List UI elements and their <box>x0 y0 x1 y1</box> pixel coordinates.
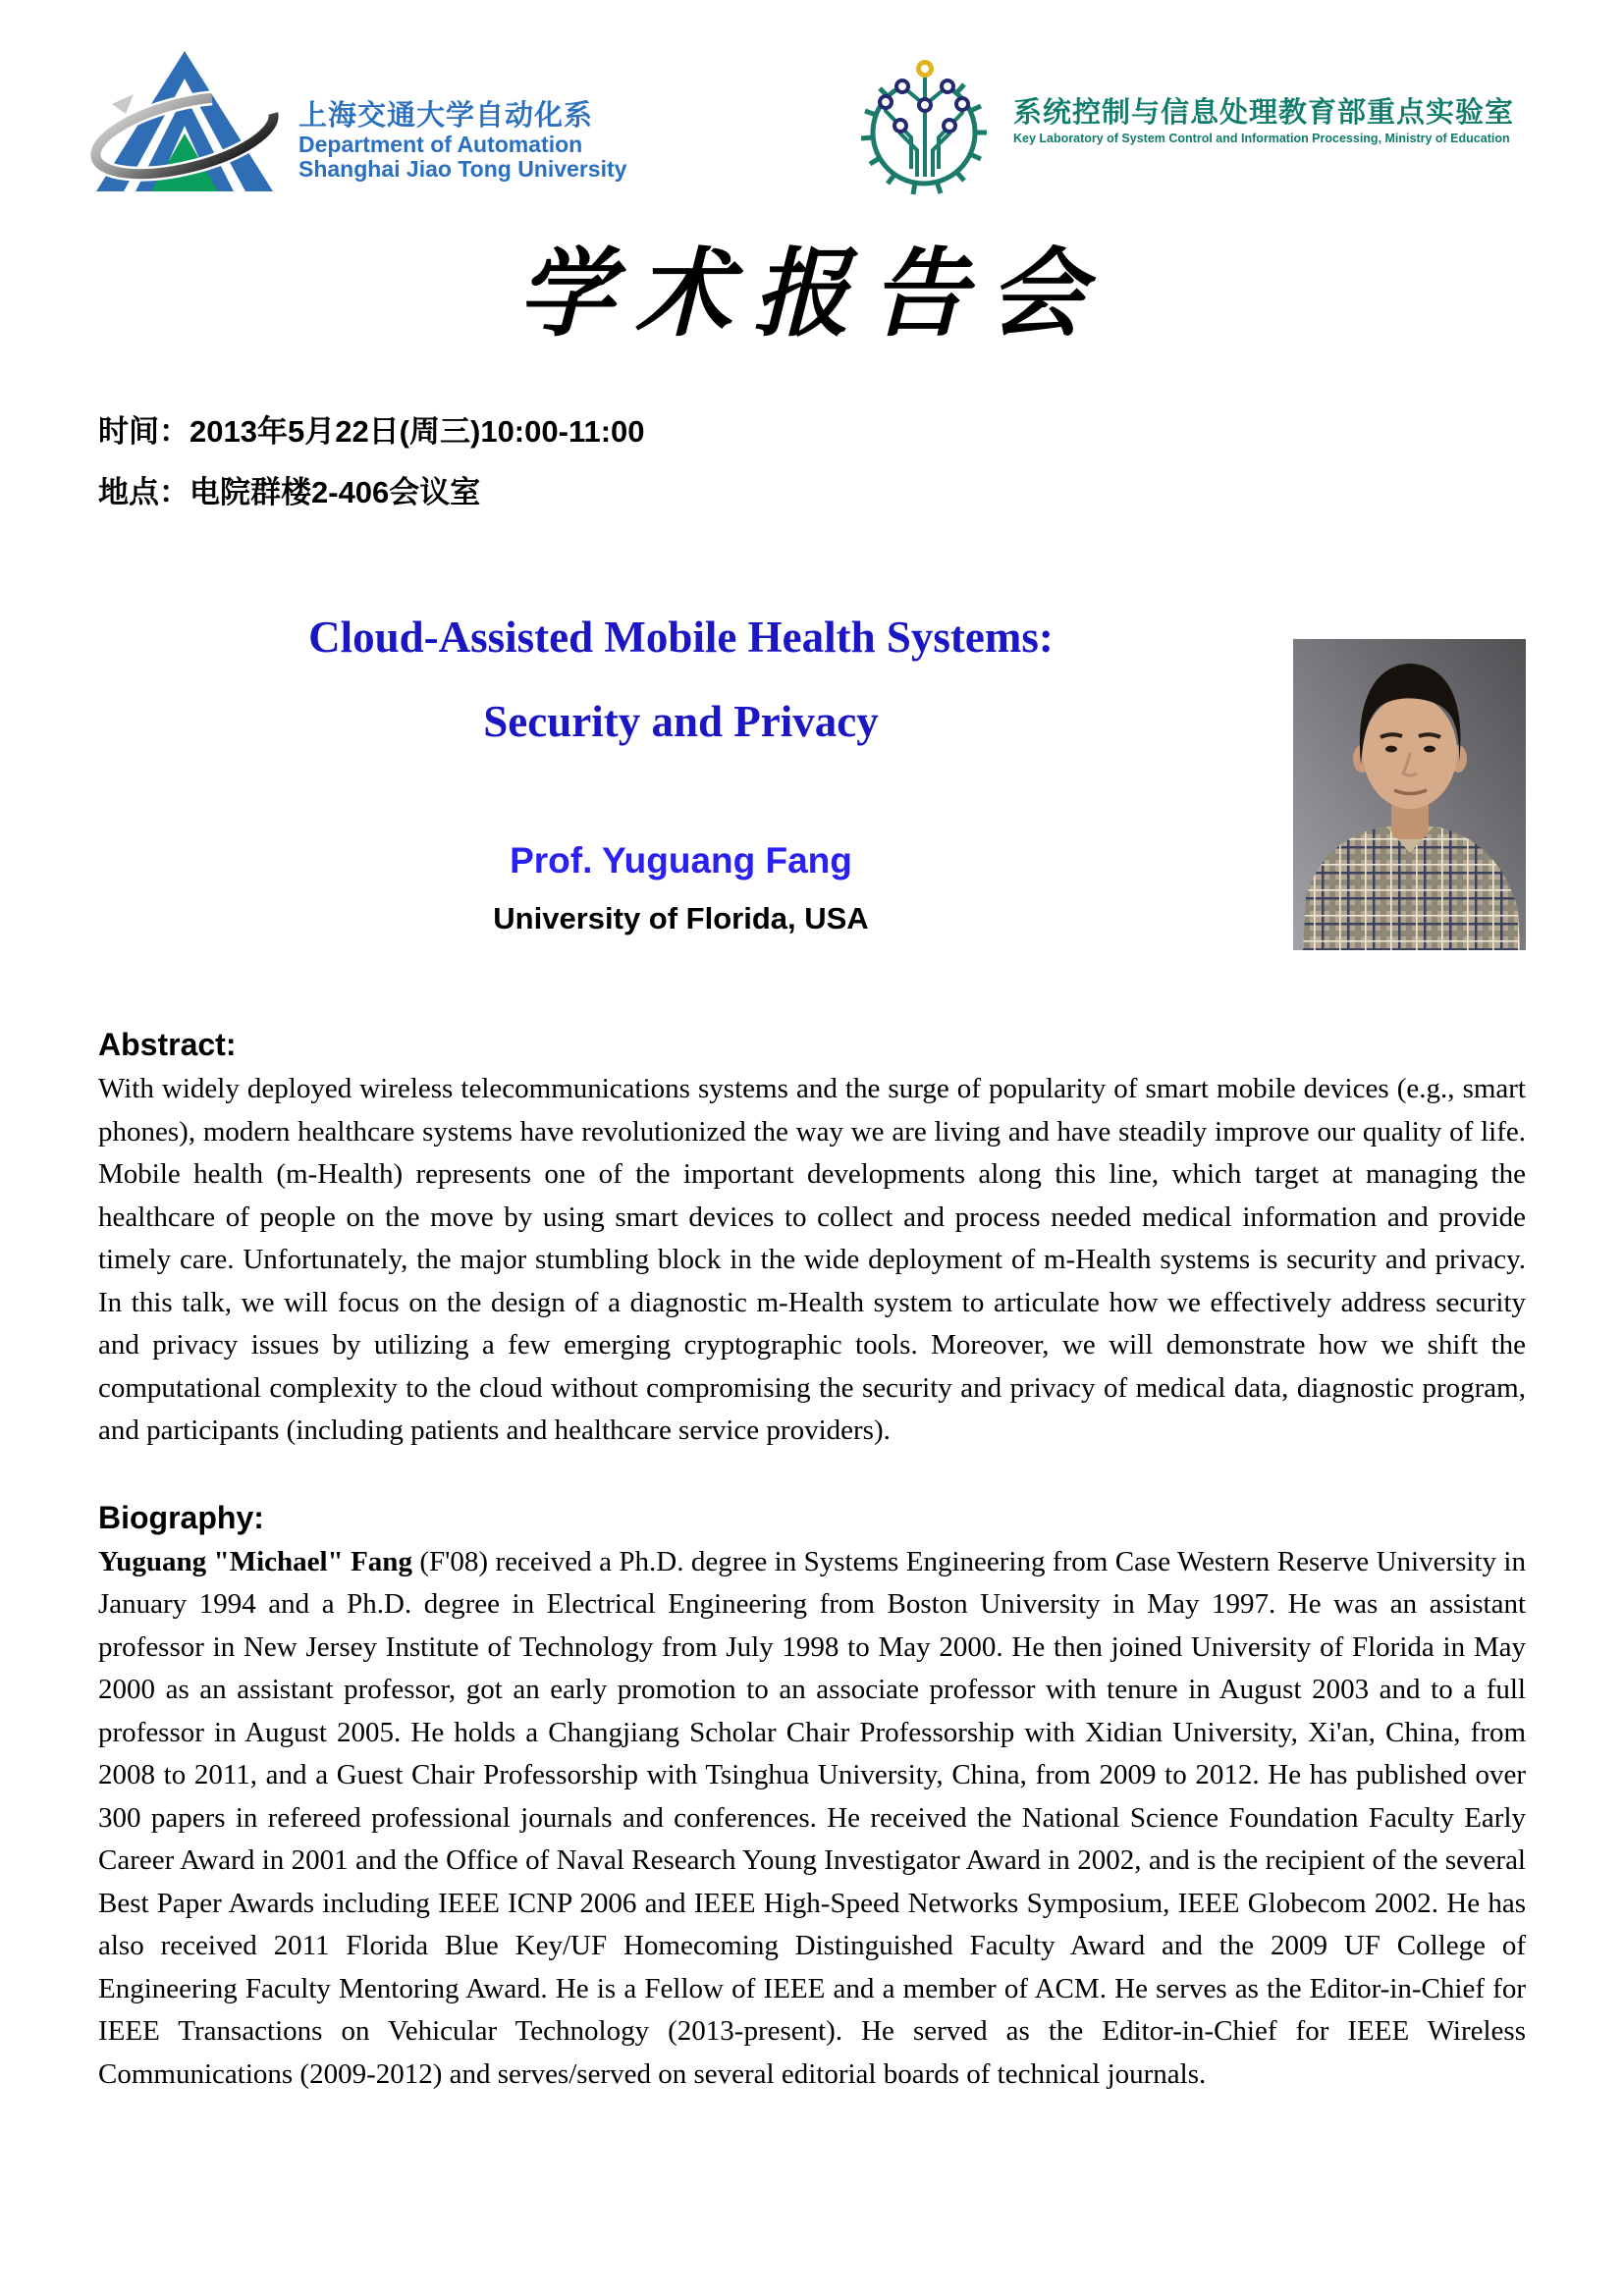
sjtu-automation-logo <box>86 49 626 199</box>
sjtu-automation-en-label-2: Shanghai Jiao Tong University <box>298 156 627 182</box>
talk-block <box>0 614 1624 950</box>
biography-body <box>98 1541 1526 2097</box>
sjtu-automation-mark-icon <box>86 49 283 199</box>
key-laboratory-cn-label: 系统控制与信息处理教育部重点实验室 <box>1012 97 1514 129</box>
talk-title-line1: Cloud-Assisted Mobile Health Systems: <box>308 613 1054 662</box>
biography-body-text: (F'08) received a Ph.D. degree in Systems Engineering from Case Western Reserve University in January 1994 and a Ph.D. degree in Electrical Engineering from Boston University in May 1997. He was an assistant professor in New Jersey Institute of Technology from July 1998 to May 2000. He then joined University of Florida in May 2000 as an assistant professor, got an early promotion to an associate professor with tenure in August 2003 and to a full professor in August 2005. He holds a Changjiang Scholar Chair Professorship with Xidian University, Xi'an, China, from 2008 to 2011, and a Guest Chair Professorship with Tsinghua University, China, from 2009 to 2012. He has published over 300 papers in refereed professional journals and conferences. He received the National Science Foundation Faculty Early Career Award in 2001 and the Office of Naval Research Young Investigator Award in 2002, and is the recipient of the several Best Paper Awards including IEEE ICNP 2006 and IEEE High-Speed Networks Symposium, IEEE Globecom 2002. He has also received 2011 Florida Blue Key/UF Homecoming Distinguished Faculty Award and the 2009 UF College of Engineering Faculty Mentoring Award. He is a Fellow of IEEE and a member of ACM. He serves as the Editor-in-Chief for IEEE Transactions on Vehicular Technology (2013-present). He served as the Editor-in-Chief for IEEE Wireless Communications (2009-2012) and serves/served on several editorial boards of technical journals. <box>98 1545 1526 2090</box>
gear-circuit-icon <box>850 49 1000 203</box>
key-laboratory-en-label: Key Laboratory of System Control and Information Processing, Ministry of Education <box>1012 132 1510 145</box>
sjtu-automation-en-label-1: Department of Automation <box>298 132 583 157</box>
sjtu-automation-logo-text <box>298 100 626 182</box>
talk-title-line2: Security and Privacy <box>483 697 879 746</box>
key-laboratory-logo-text <box>1013 96 1514 147</box>
biography-speaker-name: Yuguang "Michael" Fang <box>98 1545 412 1577</box>
biography-section <box>0 1498 1624 2097</box>
seminar-banner-title: 学术报告会 <box>516 239 1107 350</box>
event-location: 地点：电院群楼2-406会议室 <box>98 475 481 509</box>
abstract-section <box>0 1025 1624 1453</box>
key-laboratory-logo <box>850 49 1514 203</box>
speaker-name: Prof. Yuguang Fang <box>510 840 852 881</box>
speaker-affiliation: University of Florida, USA <box>493 901 869 935</box>
event-info <box>0 416 1624 508</box>
biography-heading: Biography: <box>98 1499 264 1535</box>
talk-text-column <box>98 614 1293 950</box>
sjtu-automation-cn-label: 上海交通大学自动化系 <box>298 100 594 132</box>
header <box>0 0 1624 203</box>
speaker-photo <box>1293 639 1526 950</box>
event-time: 时间：2013年5月22日(周三)10:00-11:00 <box>98 414 645 449</box>
abstract-body: With widely deployed wireless telecommunications systems and the surge of popularity of smart mobile devices (e.g., smart phones), modern healthcare systems have revolutionized the way we are living and have steadily improve our quality of life. Mobile health (m-Health) represents one of the important developments along this line, which target at managing the healthcare of people on the move by using smart devices to collect and process needed medical information and provide timely care. Unfortunately, the major stumbling block in the wide deployment of m-Health systems is security and privacy. In this talk, we will focus on the design of a diagnostic m-Health system to articulate how we effectively address security and privacy issues by utilizing a few emerging cryptographic tools. Moreover, we will demonstrate how we shift the computational complexity to the cloud without compromising the security and privacy of medical data, diagnostic program, and participants (including patients and healthcare service providers). <box>98 1073 1526 1446</box>
abstract-heading: Abstract: <box>98 1027 237 1062</box>
